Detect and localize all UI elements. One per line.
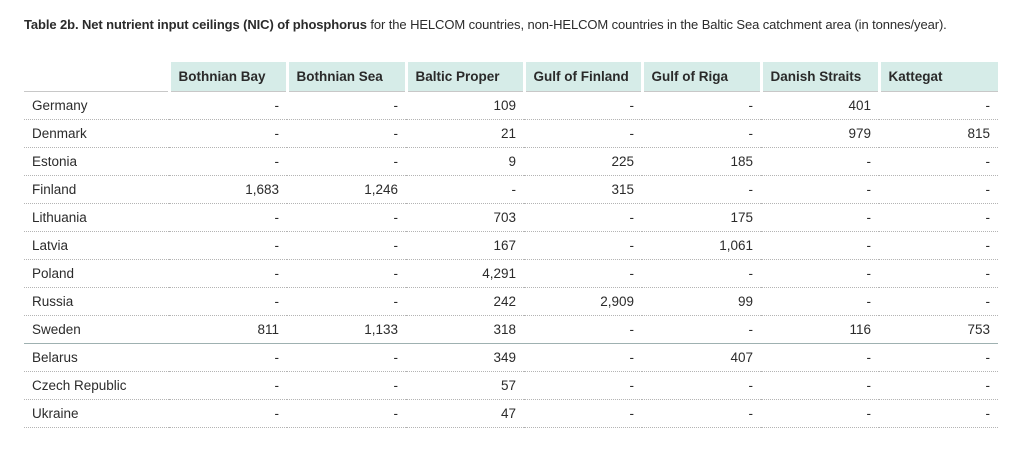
value-cell: 1,061 — [642, 232, 761, 260]
value-cell: - — [761, 372, 879, 400]
table-row — [24, 400, 998, 428]
table-caption — [24, 17, 947, 32]
value-cell: - — [524, 316, 642, 344]
value-cell: 815 — [879, 120, 998, 148]
value-cell: - — [761, 176, 879, 204]
table-row — [24, 92, 998, 120]
value-cell: - — [287, 372, 406, 400]
value-cell: 167 — [406, 232, 524, 260]
value-cell: 242 — [406, 288, 524, 316]
country-cell: Sweden — [24, 316, 169, 344]
value-cell: - — [169, 120, 287, 148]
header-danish-straits: Danish Straits — [761, 62, 879, 92]
value-cell: - — [287, 204, 406, 232]
value-cell: - — [879, 344, 998, 372]
country-cell: Lithuania — [24, 204, 169, 232]
value-cell: - — [287, 92, 406, 120]
value-cell: - — [169, 400, 287, 428]
value-cell: - — [642, 176, 761, 204]
value-cell: 109 — [406, 92, 524, 120]
value-cell: - — [642, 92, 761, 120]
value-cell: - — [524, 372, 642, 400]
table-row — [24, 260, 998, 288]
table-body — [24, 92, 998, 428]
value-cell: 753 — [879, 316, 998, 344]
country-cell: Denmark — [24, 120, 169, 148]
country-cell: Czech Republic — [24, 372, 169, 400]
value-cell: 47 — [406, 400, 524, 428]
value-cell: - — [642, 372, 761, 400]
value-cell: - — [761, 400, 879, 428]
value-cell: 2,909 — [524, 288, 642, 316]
value-cell: - — [287, 400, 406, 428]
value-cell: - — [406, 176, 524, 204]
country-cell: Ukraine — [24, 400, 169, 428]
value-cell: - — [169, 232, 287, 260]
value-cell: 315 — [524, 176, 642, 204]
value-cell: - — [761, 260, 879, 288]
value-cell: 401 — [761, 92, 879, 120]
value-cell: 1,133 — [287, 316, 406, 344]
value-cell: 57 — [406, 372, 524, 400]
country-cell: Finland — [24, 176, 169, 204]
value-cell: 4,291 — [406, 260, 524, 288]
value-cell: 407 — [642, 344, 761, 372]
value-cell: - — [524, 260, 642, 288]
value-cell: 318 — [406, 316, 524, 344]
value-cell: - — [524, 120, 642, 148]
value-cell: 175 — [642, 204, 761, 232]
value-cell: - — [761, 344, 879, 372]
table-row — [24, 344, 998, 372]
value-cell: - — [761, 288, 879, 316]
value-cell: - — [879, 400, 998, 428]
value-cell: - — [761, 232, 879, 260]
value-cell: 703 — [406, 204, 524, 232]
country-cell: Poland — [24, 260, 169, 288]
table-row — [24, 316, 998, 344]
country-cell: Latvia — [24, 232, 169, 260]
header-bothnian-bay: Bothnian Bay — [169, 62, 287, 92]
value-cell: 349 — [406, 344, 524, 372]
table-row — [24, 232, 998, 260]
header-bothnian-sea: Bothnian Sea — [287, 62, 406, 92]
value-cell: - — [879, 372, 998, 400]
value-cell: - — [287, 148, 406, 176]
table-row — [24, 176, 998, 204]
value-cell: - — [169, 372, 287, 400]
value-cell: - — [879, 260, 998, 288]
country-cell: Russia — [24, 288, 169, 316]
header-baltic-proper: Baltic Proper — [406, 62, 524, 92]
value-cell: - — [169, 344, 287, 372]
value-cell: - — [169, 204, 287, 232]
table-row — [24, 288, 998, 316]
value-cell: - — [287, 232, 406, 260]
table-row — [24, 372, 998, 400]
table-row — [24, 120, 998, 148]
value-cell: 979 — [761, 120, 879, 148]
value-cell: - — [169, 260, 287, 288]
value-cell: - — [287, 344, 406, 372]
value-cell: - — [642, 400, 761, 428]
country-cell: Germany — [24, 92, 169, 120]
header-gulf-of-finland: Gulf of Finland — [524, 62, 642, 92]
table-row — [24, 148, 998, 176]
nic-phosphorus-table — [24, 62, 998, 428]
value-cell: - — [524, 204, 642, 232]
value-cell: - — [642, 316, 761, 344]
value-cell: - — [879, 176, 998, 204]
header-row — [24, 62, 998, 92]
value-cell: 811 — [169, 316, 287, 344]
value-cell: - — [524, 344, 642, 372]
value-cell: - — [761, 148, 879, 176]
value-cell: - — [524, 400, 642, 428]
value-cell: - — [169, 148, 287, 176]
value-cell: - — [642, 260, 761, 288]
value-cell: 21 — [406, 120, 524, 148]
value-cell: - — [879, 204, 998, 232]
value-cell: - — [879, 92, 998, 120]
value-cell: 185 — [642, 148, 761, 176]
value-cell: - — [524, 232, 642, 260]
table-row — [24, 204, 998, 232]
value-cell: - — [169, 288, 287, 316]
value-cell: - — [287, 260, 406, 288]
value-cell: 1,246 — [287, 176, 406, 204]
header-gulf-of-riga: Gulf of Riga — [642, 62, 761, 92]
value-cell: - — [524, 92, 642, 120]
value-cell: - — [879, 288, 998, 316]
value-cell: 225 — [524, 148, 642, 176]
value-cell: 99 — [642, 288, 761, 316]
value-cell: - — [879, 232, 998, 260]
value-cell: - — [642, 120, 761, 148]
country-cell: Estonia — [24, 148, 169, 176]
value-cell: - — [761, 204, 879, 232]
header-kattegat: Kattegat — [879, 62, 998, 92]
caption-description: for the HELCOM countries, non-HELCOM countries in the Baltic Sea catchment area (in tonnes/year). — [366, 17, 947, 32]
value-cell: - — [879, 148, 998, 176]
value-cell: - — [287, 288, 406, 316]
value-cell: 116 — [761, 316, 879, 344]
value-cell: - — [169, 92, 287, 120]
value-cell: 1,683 — [169, 176, 287, 204]
value-cell: - — [287, 120, 406, 148]
header-corner — [24, 62, 169, 92]
caption-title: Table 2b. Net nutrient input ceilings (NIC) of phosphorus — [24, 17, 367, 32]
country-cell: Belarus — [24, 344, 169, 372]
value-cell: 9 — [406, 148, 524, 176]
